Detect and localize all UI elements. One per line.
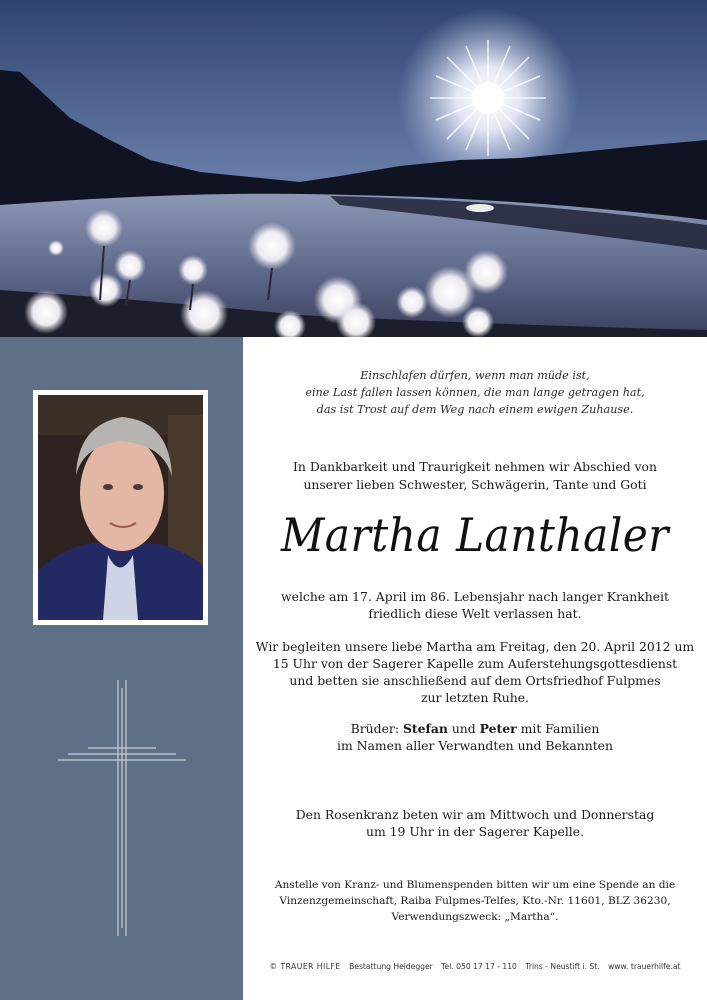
mourners-prefix: Brüder: [350,721,403,736]
intro-line: In Dankbarkeit und Traurigkeit nehmen wir Abschied von [293,459,657,474]
donation-line: Vinzenzgemeinschaft, Raiba Fulpmes-Telfes, Kto.-Nr. 11601, BLZ 36230, [279,895,671,907]
brother-name: Stefan [402,721,448,736]
footer-brand: © TRAUER HILFE [269,962,341,971]
quote-line: eine Last fallen lassen können, die man lange getragen hat, [305,386,645,399]
rosary-notice [243,806,707,840]
footer-location: Trins - Neustift i. St. [525,962,600,971]
portrait-frame [33,390,208,625]
footer-company: Bestattung Heidegger [349,962,433,971]
rosary-line: um 19 Uhr in der Sagerer Kapelle. [365,824,585,839]
mourners [243,720,707,754]
funeral-line: zur letzten Ruhe. [421,690,529,705]
donation-notice [243,877,707,925]
cross-icon [58,680,186,940]
deceased-name: Martha Lanthaler [280,508,669,562]
funeral-line: und betten sie anschließend auf dem Ortsfriedhof Fulpmes [289,673,661,688]
portrait-photo [38,395,203,620]
intro-line: unserer lieben Schwester, Schwägerin, Tante und Goti [303,477,647,492]
obituary-content [243,337,707,1000]
funeral-details [243,638,707,706]
intro-text [243,458,707,494]
mourners-line [243,720,707,737]
funeral-line: 15 Uhr von der Sagerer Kapelle zum Auferstehungsgottesdienst [272,656,678,671]
hero-photo [0,0,707,337]
footer [243,962,707,971]
death-line: welche am 17. April im 86. Lebensjahr nach langer Krankheit [281,589,669,604]
donation-line: Verwendungszweck: „Martha“. [391,911,559,923]
mourners-and: und [447,721,480,736]
lake-sunset-image [0,0,707,337]
funeral-line: Wir begleiten unsere liebe Martha am Freitag, den 20. April 2012 um [255,639,695,654]
death-notice [243,588,707,622]
quote-line: das ist Trost auf dem Weg nach einem ewigen Zuhause. [316,403,634,416]
death-line: friedlich diese Welt verlassen hat. [368,606,582,621]
mourners-line: im Namen aller Verwandten und Bekannten [336,738,613,753]
rosary-line: Den Rosenkranz beten wir am Mittwoch und Donnerstag [295,807,655,822]
brother-name: Peter [479,721,517,736]
memorial-quote [243,367,707,418]
footer-phone: Tel. 050 17 17 - 110 [441,962,517,971]
quote-line: Einschlafen dürfen, wenn man müde ist, [360,369,590,382]
mourners-suffix: mit Familien [516,721,600,736]
footer-website[interactable]: www. trauerhilfe.at [608,962,681,971]
donation-line: Anstelle von Kranz- und Blumenspenden bitten wir um eine Spende an die [274,879,676,891]
